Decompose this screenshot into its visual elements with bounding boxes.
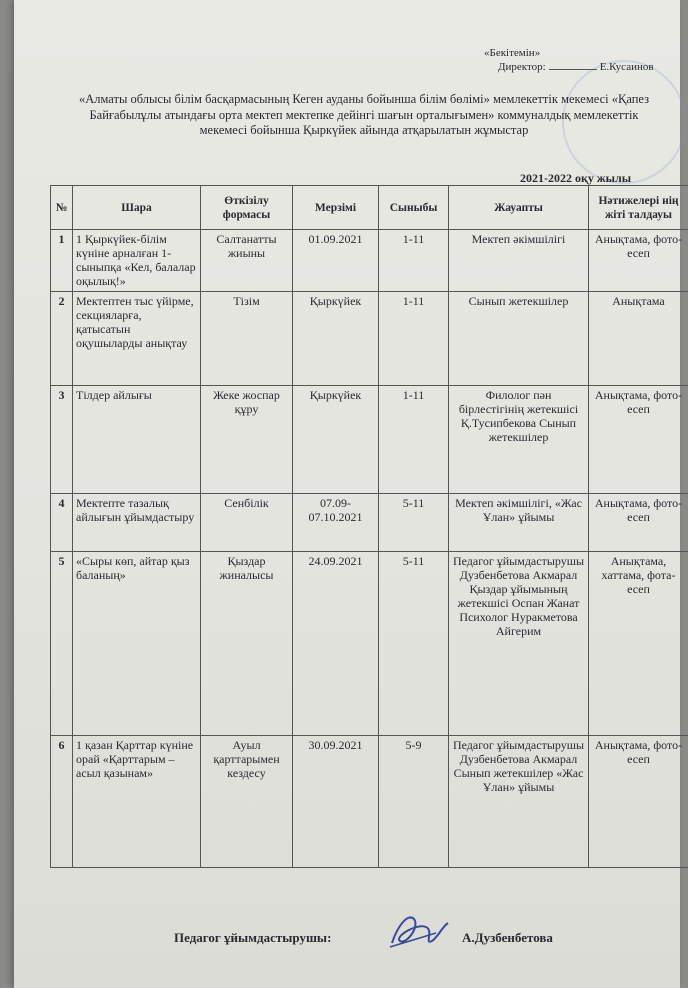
responsible-cell: Педагог ұйымдастырушы Дузбенбетова Акмарал Сынып жетекшілер «Жас Ұлан» ұйымы — [449, 736, 589, 868]
responsible-cell: Мектеп әкімшілігі — [449, 230, 589, 292]
director-label: Директор: — [498, 61, 546, 73]
event-cell: Тілдер айлығы — [73, 386, 201, 494]
table-row — [51, 736, 688, 868]
event-cell: Мектепте тазалық айлығын ұйымдастыру — [73, 494, 201, 552]
form-cell: Жеке жоспар құру — [201, 386, 293, 494]
table-row — [51, 292, 688, 386]
responsible-cell: Мектеп әкімшілігі, «Жас Ұлан» ұйымы — [449, 494, 589, 552]
column-header: Өткізілу формасы — [201, 186, 293, 230]
row-number: 2 — [51, 292, 73, 386]
row-number: 3 — [51, 386, 73, 494]
form-cell: Сенбілік — [201, 494, 293, 552]
date-cell: 01.09.2021 — [293, 230, 379, 292]
event-cell: 1 Қыркүйек-білім күніне арналған 1-сыныпқа «Кел, балалар оқылық!» — [73, 230, 201, 292]
grade-cell: 5-11 — [379, 494, 449, 552]
table-row — [51, 494, 688, 552]
result-cell: Анықтама, фото-есеп — [589, 230, 688, 292]
director-name: Е.Кусаинов — [599, 61, 654, 73]
column-header: № — [51, 186, 73, 230]
date-cell: Қыркүйек — [293, 292, 379, 386]
document-heading: «Алматы облысы білім басқармасының Кеген ауданы бойынша білім бөлімі» мемлекеттік мекемесі «Қапез Байғабылұлы атындағы орта мектеп мектепке дейінгі шағын орталығымен» коммуналдық мемлекеттік мекемесі бойынша Қыркүйек айында атқарылатын жұмыстар — [78, 92, 650, 137]
approval-label: «Бекітемін» — [484, 47, 541, 59]
grade-cell: 1-11 — [379, 230, 449, 292]
approval-block — [484, 46, 664, 74]
row-number: 1 — [51, 230, 73, 292]
form-cell: Қыздар жиналысы — [201, 552, 293, 736]
result-cell: Анықтама, фото-есеп — [589, 494, 688, 552]
document-page — [14, 0, 683, 988]
result-cell: Анықтама — [589, 292, 688, 386]
result-cell: Анықтама, хаттама, фота-есеп — [589, 552, 688, 736]
event-cell: «Сыры көп, айтар қыз баланың» — [73, 552, 201, 736]
table-row — [51, 552, 688, 736]
form-cell: Салтанатты жиыны — [201, 230, 293, 292]
row-number: 4 — [51, 494, 73, 552]
grade-cell: 5-11 — [379, 552, 449, 736]
column-header: Шара — [73, 186, 201, 230]
responsible-cell: Педагог ұйымдастырушы Дузбенбетова Акмарал Қыздар ұйымының жетекшісі Оспан Жанат Психолог Нуракметова Айгерим — [449, 552, 589, 736]
event-cell: 1 қазан Қарттар күніне орай «Қарттарым –асыл қазынам» — [73, 736, 201, 868]
result-cell: Анықтама, фото-есеп — [589, 736, 688, 868]
form-cell: Тізім — [201, 292, 293, 386]
date-cell: 24.09.2021 — [293, 552, 379, 736]
signature-line — [549, 69, 597, 70]
row-number: 6 — [51, 736, 73, 868]
table-header-row — [51, 186, 688, 230]
row-number: 5 — [51, 552, 73, 736]
date-cell: Қыркүйек — [293, 386, 379, 494]
activity-plan-table — [50, 185, 688, 868]
signatory-footer — [174, 930, 634, 946]
column-header: Мерзімі — [293, 186, 379, 230]
responsible-cell: Сынып жетекшілер — [449, 292, 589, 386]
table-row — [51, 386, 688, 494]
grade-cell: 5-9 — [379, 736, 449, 868]
form-cell: Ауыл қарттарымен кездесу — [201, 736, 293, 868]
column-header: Сыныбы — [379, 186, 449, 230]
date-cell: 30.09.2021 — [293, 736, 379, 868]
responsible-cell: Филолог пән бірлестігінің жетекшісі Қ.Тусипбекова Сынып жетекшілер — [449, 386, 589, 494]
grade-cell: 1-11 — [379, 292, 449, 386]
table-row — [51, 230, 688, 292]
academic-year: 2021-2022 оқу жылы — [520, 171, 632, 185]
result-cell: Анықтама, фото-есеп — [589, 386, 688, 494]
signatory-name: А.Дузбенбетова — [462, 930, 553, 945]
director-line — [484, 60, 664, 74]
column-header: Нәтижелері нің жіті талдауы — [589, 186, 688, 230]
grade-cell: 1-11 — [379, 386, 449, 494]
date-cell: 07.09-07.10.2021 — [293, 494, 379, 552]
signatory-label: Педагог ұйымдастырушы: — [174, 930, 332, 945]
event-cell: Мектептен тыс үйірме, секцияларға, қатысатын оқушыларды анықтау — [73, 292, 201, 386]
column-header: Жауапты — [449, 186, 589, 230]
